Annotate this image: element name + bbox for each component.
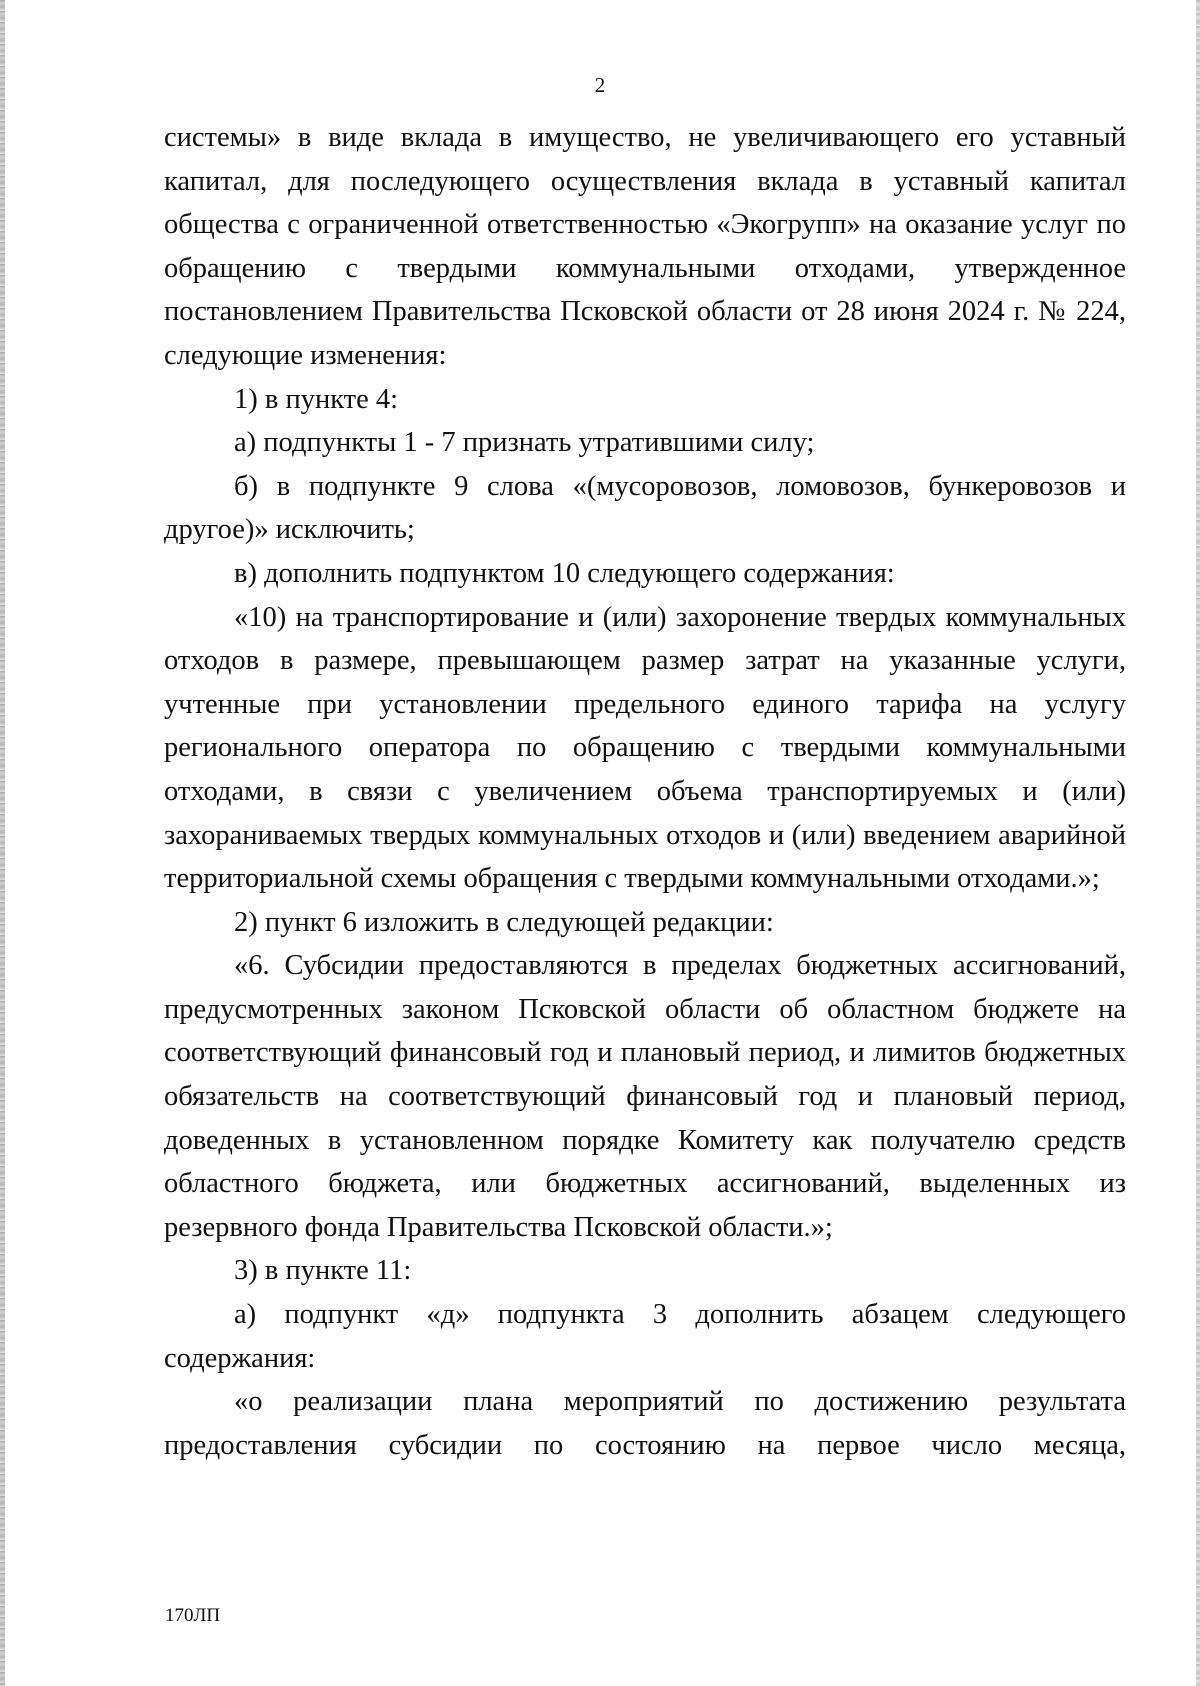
document-body — [164, 116, 1126, 1467]
paragraph-quote-10: «10) на транспортирование и (или) захоронение твердых коммунальных отходов в размере, превышающем размер затрат на указанные услуги, учтенные при установлении предельного единого тарифа на услугу регионального оператора по обращению с твердыми коммунальными отходами, в связи с увеличением объема транспортируемых и (или) захораниваемых твердых коммунальных отходов и (или) введением аварийной территориальной схемы обращения с твердыми коммунальными отходами.»; — [164, 601, 1126, 895]
paragraph-item-1a: а) подпункты 1 - 7 признать утратившими силу; — [234, 427, 815, 459]
paragraph-continuation: системы» в виде вклада в имущество, не увеличивающего его уставный капитал, для последующего осуществления вклада в уставный капитал общества с ограниченной ответственностью «Экогрупп» на оказание услуг по обращению с твердыми коммунальными отходами, утвержденное постановлением Правительства Псковской области от 28 июня 2024 г. № 224, следующие изменения: — [164, 122, 1126, 371]
page-number: 2 — [594, 73, 606, 97]
paragraph-item-3: 3) в пункте 11: — [234, 1255, 412, 1287]
paragraph-item-1: 1) в пункте 4: — [234, 383, 399, 415]
scan-edge-right — [1196, 0, 1200, 1686]
scan-edge-left — [0, 0, 5, 1686]
document-code: 170ЛП — [165, 1605, 221, 1626]
paragraph-quote-report: «о реализации плана мероприятий по достижению результата предоставления субсидии по состоянию на первое число месяца, — [164, 1386, 1126, 1461]
paragraph-item-2: 2) пункт 6 изложить в следующей редакции: — [234, 906, 774, 938]
paragraph-item-1v: в) дополнить подпунктом 10 следующего содержания: — [234, 557, 895, 589]
paragraph-item-1b: б) в подпункте 9 слова «(мусоровозов, ломовозов, бункеровозов и другое)» исключить; — [164, 470, 1126, 546]
paragraph-item-3a: а) подпункт «д» подпункта 3 дополнить абзацем следующего содержания: — [164, 1299, 1126, 1374]
paragraph-quote-6: «6. Субсидии предоставляются в пределах бюджетных ассигнований, предусмотренных законом Псковской области об областном бюджете на соответствующий финансовый год и плановый период, и лимитов бюджетных обязательств на соответствующий финансовый год и плановый период, доведенных в установленном порядке Комитету как получателю средств областного бюджета, или бюджетных ассигнований, выделенных из резервного фонда Правительства Псковской области.»; — [164, 950, 1126, 1243]
